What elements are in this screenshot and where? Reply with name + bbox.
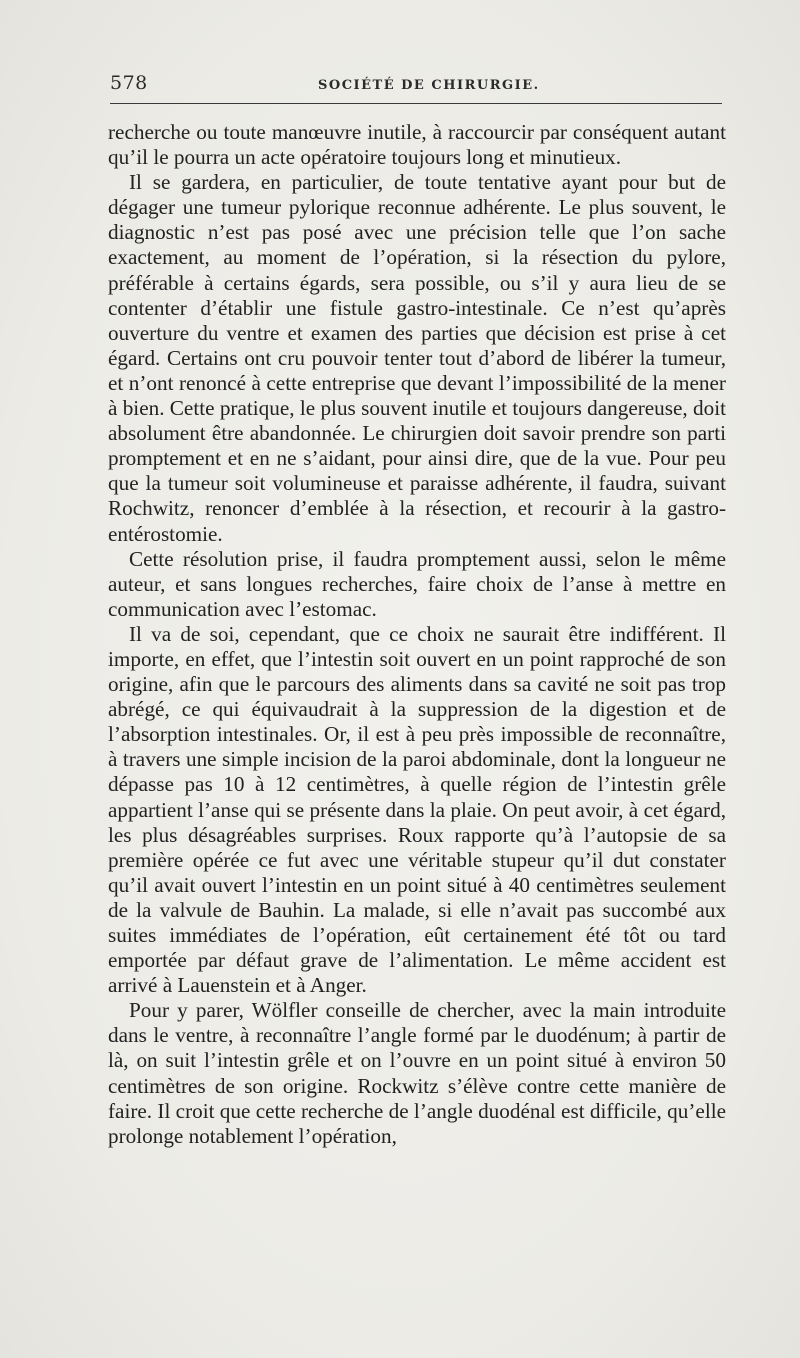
paragraph-continuation: recherche ou toute manœuvre inutile, à raccourcir par conséquent autant qu’il le pourra un acte opératoire toujours long et minutieux. (108, 120, 726, 170)
running-title: SOCIÉTÉ DE CHIRURGIE. (318, 78, 540, 93)
paragraph: Cette résolution prise, il faudra promptement aussi, selon le même auteur, et sans longues recherches, faire choix de l’anse à mettre en communication avec l’estomac. (108, 546, 726, 621)
paragraph: Pour y parer, Wölfler conseille de chercher, avec la main introduite dans le ventre, à reconnaître l’angle formé par le duodénum; à partir de là, on suit l’intestin grêle et on l’ouvre en un point situé à environ 50 centimètres de son origine. Rockwitz s’élève contre cette manière de faire. Il croit que cette recherche de l’angle duodénal est difficile, qu’elle prolonge notablement l’opération, (108, 998, 726, 1148)
page-number: 578 (110, 72, 148, 94)
body-text (108, 120, 726, 1149)
paragraph: Il va de soi, cependant, que ce choix ne saurait être indifférent. Il importe, en effet, que l’intestin soit ouvert en un point rapproché de son origine, afin que le parcours des aliments dans sa cavité ne soit pas trop abrégé, ce qui équivaudrait à la suppression de la digestion et de l’absorption intestinales. Or, il est à peu près impossible de reconnaître, à travers une simple incision de la paroi abdominale, dont la longueur ne dépasse pas 10 à 12 centimètres, à quelle région de l’intestin grêle appartient l’anse qui se présente dans la plaie. On peut avoir, à cet égard, les plus désagréables surprises. Roux rapporte qu’à l’autopsie de sa première opérée ce fut avec une véritable stupeur qu’il dut constater qu’il avait ouvert l’intestin en un point situé à 40 centimètres seulement de la valvule de Bauhin. La malade, si elle n’avait pas succombé aux suites immédiates de l’opération, eût certainement été tôt ou tard emportée par défaut grave de l’alimentation. Le même accident est arrivé à Lauenstein et à Anger. (108, 621, 726, 998)
paragraph: Il se gardera, en particulier, de toute tentative ayant pour but de dégager une tumeur pylorique reconnue adhérente. Le plus souvent, le diagnostic n’est pas posé avec une précision telle que l’on sache exactement, au moment de l’opération, si la résection du pylore, préférable à certains égards, sera possible, ou s’il y aura lieu de se contenter d’établir une fistule gastro-intestinale. Ce n’est qu’après ouverture du ventre et examen des parties que décision est prise à cet égard. Certains ont cru pouvoir tenter tout d’abord de libérer la tumeur, et n’ont renoncé à cette entreprise que devant l’impossibilité de la mener à bien. Cette pratique, le plus souvent inutile et toujours dangereuse, doit absolument être abandonnée. Le chirurgien doit savoir prendre son parti promptement et en ne s’aidant, pour ainsi dire, que de la vue. Pour peu que la tumeur soit volumineuse et paraisse adhérente, il faudra, suivant Rochwitz, renoncer d’emblée à la résection, et recourir à la gastro-entérostomie. (108, 170, 726, 546)
header-rule (110, 103, 722, 104)
page-header (108, 68, 720, 102)
